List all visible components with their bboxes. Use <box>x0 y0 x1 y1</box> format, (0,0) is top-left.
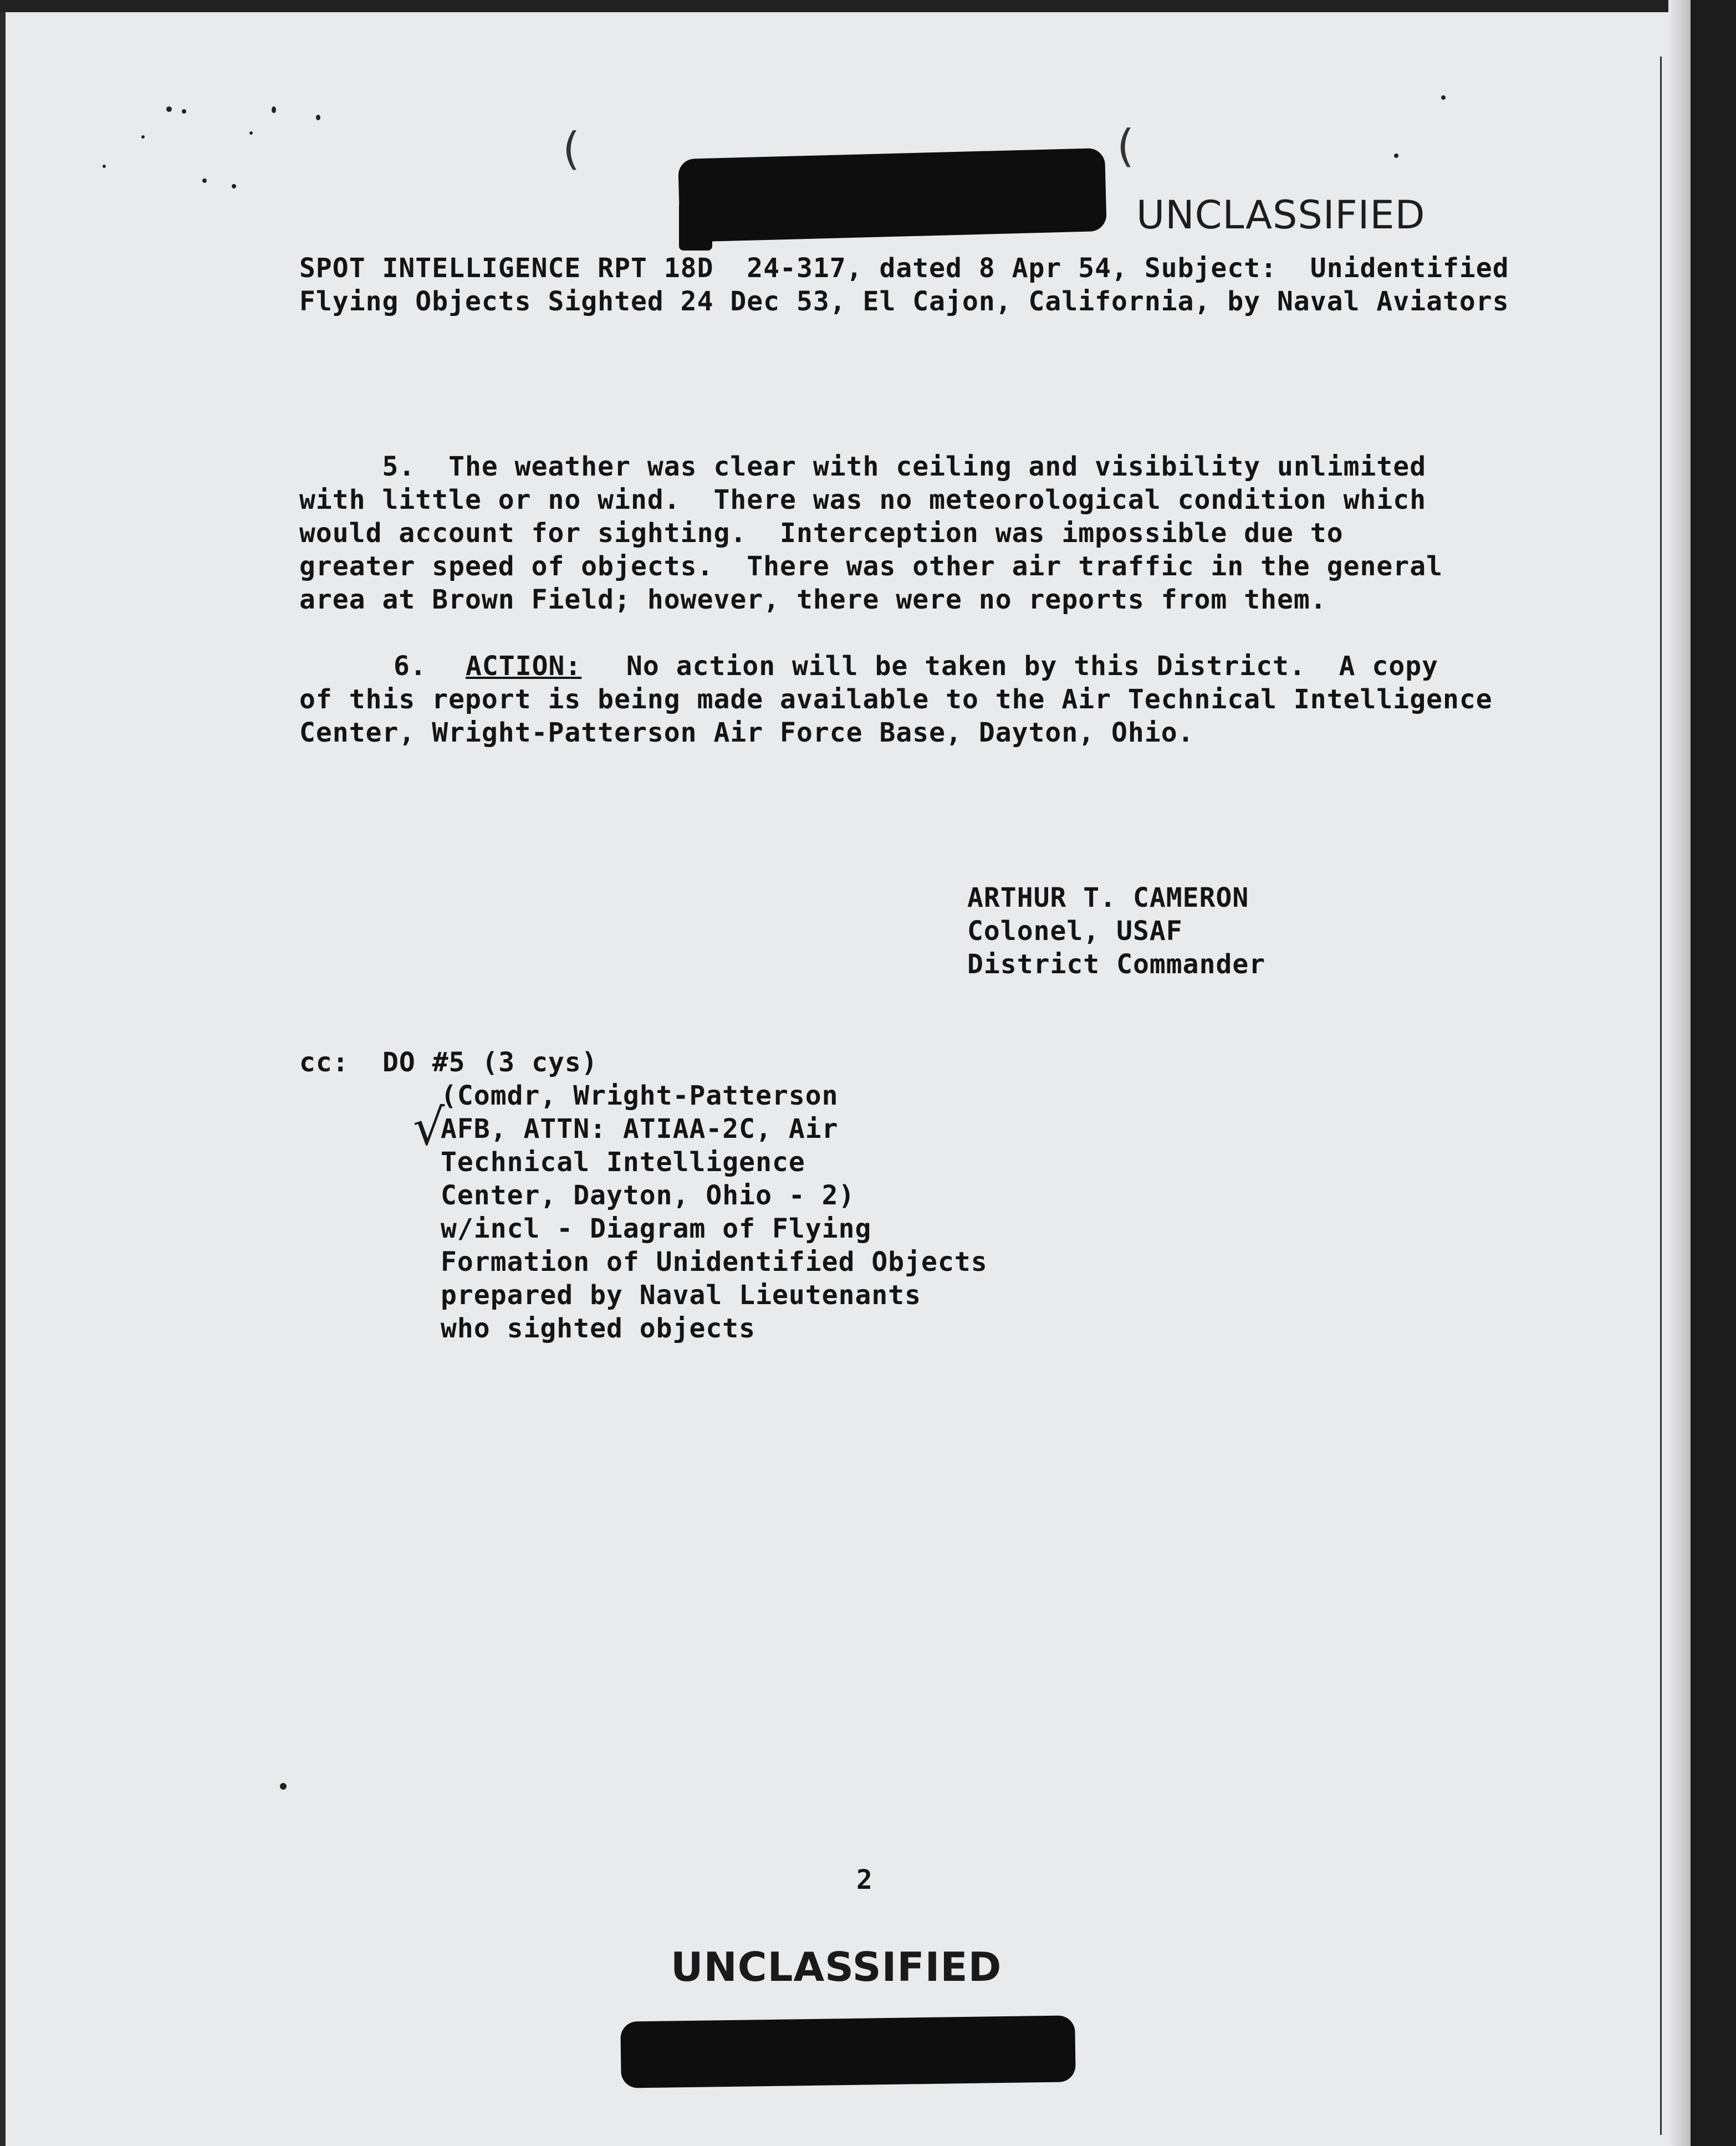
paragraph-5-line-4: greater speed of objects. There was other air traffic in the general <box>299 551 1443 582</box>
redaction-bar-bottom <box>620 2015 1076 2088</box>
distribution-detail-line-1: (Comdr, Wright-Patterson <box>441 1080 839 1111</box>
distribution-detail-line-2: AFB, ATTN: ATIAA-2C, Air <box>441 1113 839 1144</box>
paragraph-5-line-1: 5. The weather was clear with ceiling and visibility unlimited <box>299 451 1427 482</box>
paragraph-6-heading: ACTION: <box>466 651 582 682</box>
distribution-detail-line-7: prepared by Naval Lieutenants <box>441 1280 922 1311</box>
report-header-line-2: Flying Objects Sighted 24 Dec 53, El Cajon, California, by Naval Aviators <box>299 286 1509 317</box>
scan-shadow <box>1668 0 1691 2146</box>
classification-stamp-top: UNCLASSIFIED <box>1136 192 1426 238</box>
scan-speck <box>166 106 172 112</box>
margin-line <box>1660 57 1662 2135</box>
scan-speck <box>316 115 320 120</box>
redaction-bar-top-tail <box>679 201 712 251</box>
paragraph-5-line-5: area at Brown Field; however, there were no reports from them. <box>299 584 1327 615</box>
page-number: 2 <box>856 1864 873 1895</box>
scan-speck <box>232 184 236 188</box>
scan-top-border <box>0 0 1736 12</box>
scan-speck <box>272 106 276 113</box>
scan-speck <box>1441 95 1446 100</box>
scan-speck <box>141 135 145 139</box>
paragraph-5-line-2: with little or no wind. There was no meteorological condition which <box>299 484 1427 515</box>
paren-mark-right: ( <box>1117 120 1135 172</box>
paragraph-6-number: 6. <box>394 651 427 682</box>
redaction-bar-top <box>678 148 1107 242</box>
signature-title: District Commander <box>967 949 1266 980</box>
paren-mark-left: ( <box>563 123 580 175</box>
scan-speck <box>1394 154 1398 158</box>
scan-speck <box>202 178 207 183</box>
checkmark-icon: √ <box>413 1098 445 1157</box>
distribution-detail-line-3: Technical Intelligence <box>441 1147 805 1178</box>
paragraph-6-line-1: No action will be taken by this District. A copy <box>626 651 1439 682</box>
distribution-detail-line-4: Center, Dayton, Ohio - 2) <box>441 1180 855 1211</box>
classification-stamp-bottom: UNCLASSIFIED <box>671 1944 1002 1990</box>
distribution-detail-line-5: w/incl - Diagram of Flying <box>441 1213 872 1244</box>
scan-speck <box>280 1783 287 1790</box>
document-page <box>6 12 1691 2146</box>
scan-speck <box>249 131 253 135</box>
distribution-label: cc: <box>299 1047 349 1078</box>
report-header-line-1: SPOT INTELLIGENCE RPT 18D 24-317, dated 8 Apr 54, Subject: Unidentified <box>299 253 1509 284</box>
distribution-detail-line-6: Formation of Unidentified Objects <box>441 1246 988 1278</box>
paragraph-5-line-3: would account for sighting. Interception was impossible due to <box>299 518 1344 549</box>
distribution-line-1: DO #5 (3 cys) <box>382 1047 598 1078</box>
paragraph-6-line-3: Center, Wright-Patterson Air Force Base, Dayton, Ohio. <box>299 717 1194 748</box>
paragraph-6-line-2: of this report is being made available to the Air Technical Intelligence <box>299 684 1493 715</box>
signature-name: ARTHUR T. CAMERON <box>967 882 1249 913</box>
signature-rank: Colonel, USAF <box>967 916 1183 947</box>
scan-speck <box>103 165 106 168</box>
distribution-detail-line-8: who sighted objects <box>441 1313 756 1344</box>
scan-speck <box>182 109 186 114</box>
scan-right-border <box>1691 0 1736 2146</box>
